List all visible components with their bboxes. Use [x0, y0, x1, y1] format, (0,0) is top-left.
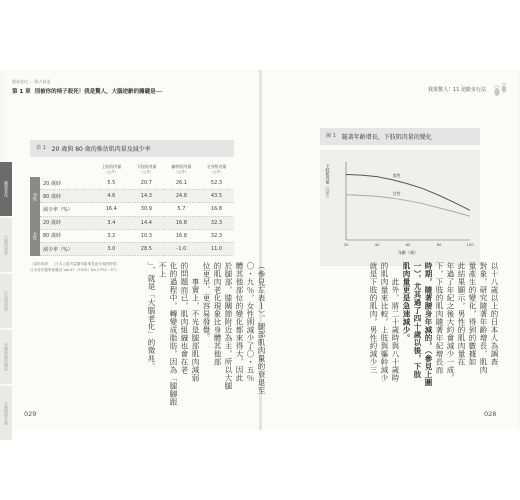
x-axis-label: 年齡（歲）	[398, 250, 418, 255]
x-tick-label: 20	[343, 242, 349, 247]
figure-title-bar	[320, 128, 480, 145]
data-table	[30, 162, 234, 256]
series-line-male	[346, 174, 470, 210]
chapter-title: 別被你的椅子殺死！我是驚人，大腦逆齡的關鍵是──	[34, 89, 163, 95]
x-tick-label: 60	[405, 242, 411, 247]
group-label-male: 男性	[30, 177, 40, 216]
table-title-bar	[30, 140, 234, 157]
table-row: 女性 20 歲時 3.4 14.4 16.8 32.3	[30, 216, 234, 229]
chapter-label: 第 1 章	[12, 89, 31, 95]
table-row: 減少率（%） 16.4 30.9 5.7 16.8	[30, 203, 234, 216]
line-chart	[320, 150, 480, 266]
table-header-row	[30, 162, 234, 177]
table-row: 減少率（%） 3.0 28.5 -1.0 11.0	[30, 242, 234, 255]
muscle-mass-table	[30, 140, 234, 273]
header-section-label: 腦部老化 ＝ 腦力衰退	[12, 79, 51, 84]
x-tick-label: 80	[436, 242, 442, 247]
group-label-female: 女性	[30, 216, 40, 256]
col-header: 全身肌肉量 （公斤）	[206, 164, 227, 174]
left-page-number: 029	[24, 410, 37, 418]
table-row: 男性 20 歲時 5.5 20.7 26.1 52.3	[30, 177, 234, 190]
right-page-header: 我果驚人！11 逆齡步行法	[428, 87, 486, 93]
y-axis-label: 下肢肌肉量（公斤）	[325, 164, 331, 200]
col-header: 下肢肌肉量 （公斤）	[136, 164, 157, 174]
col-header: 上肢肌肉量 （公斤）	[101, 164, 122, 174]
footprints-icon	[490, 80, 510, 100]
chapter-heading	[12, 87, 212, 95]
right-page-number: 028	[484, 410, 497, 418]
table-title: 20 歲與 80 歲的推估肌肉量及減少率	[51, 146, 151, 153]
side-tab-5: 大腦健康計畫	[0, 386, 12, 440]
side-tab-3: 行為與認知	[0, 274, 12, 328]
left-body-text: （參見左表１）。腿部肌肉量的衰退至 〇・九％，女性則減少了〇・五％ 體其他部位的變化都來得大，因此 於腿部，膝關節附近為主，所以大腿 的肌肉老化現象比身體其他部 位更早、更容易發覺。 事實上，不光是腿部肌肉減弱 的問題而已，肌肉組織也會在老 化的過程中，轉變成脂肪，因為「腿腳跟不上 」，就是「大腦老化」的徵兆。	[147, 262, 266, 406]
x-tick-label: 40	[374, 242, 380, 247]
right-body-text: 以十八歲以上的日本人為調查 對象，研究隨著年齡增長，肌肉 量產生的變化，得到的數據如 此結果顯示，男性的肌肉量在 年過了年紀之後大約會減少一成， 下，下肢的肌肉隨著年紀增長而 時期，隨著腰身年減的，（參見上圖 一），尤其過了四十歲以後，下肢 肌肉量更是急速減少。 此外，將二十歲時與八十歲時 的肌肉量來比較，上肢與軀幹減少 就是下肢的肌肉，男性約減少三	[369, 262, 499, 387]
left-page-header	[12, 79, 212, 95]
series-line-female	[346, 195, 470, 217]
table-number: 表 1	[36, 145, 46, 151]
series-label: 男性	[392, 172, 401, 178]
side-tab-2: 大腦的祕密	[0, 218, 12, 272]
table-row: 80 歲時 3.2 10.3 16.8 32.3	[30, 229, 234, 242]
side-tab-4: 身體與腦的關係	[0, 330, 12, 384]
chart-canvas	[320, 150, 480, 260]
col-header: 軀幹肌肉量 （公斤）	[171, 164, 192, 174]
x-tick-label: 100	[466, 242, 474, 247]
chapter-side-tabs	[0, 162, 12, 442]
series-label: 女性	[392, 191, 401, 197]
table-source-note: （資料來源：〔日本人肌肉量隨年齡增長而呈現的特徵〕 日本老年醫學會雜誌 Vol.47（2010）No.1 P52～57）	[30, 262, 120, 272]
table-row: 80 歲時 4.6 14.3 24.8 43.5	[30, 190, 234, 203]
figure-title: 隨著年齡增長，下肢肌肉量的變化	[341, 134, 432, 141]
figure-number: 圖 1	[326, 133, 336, 139]
side-tab-1: 腦部老化	[0, 162, 12, 216]
